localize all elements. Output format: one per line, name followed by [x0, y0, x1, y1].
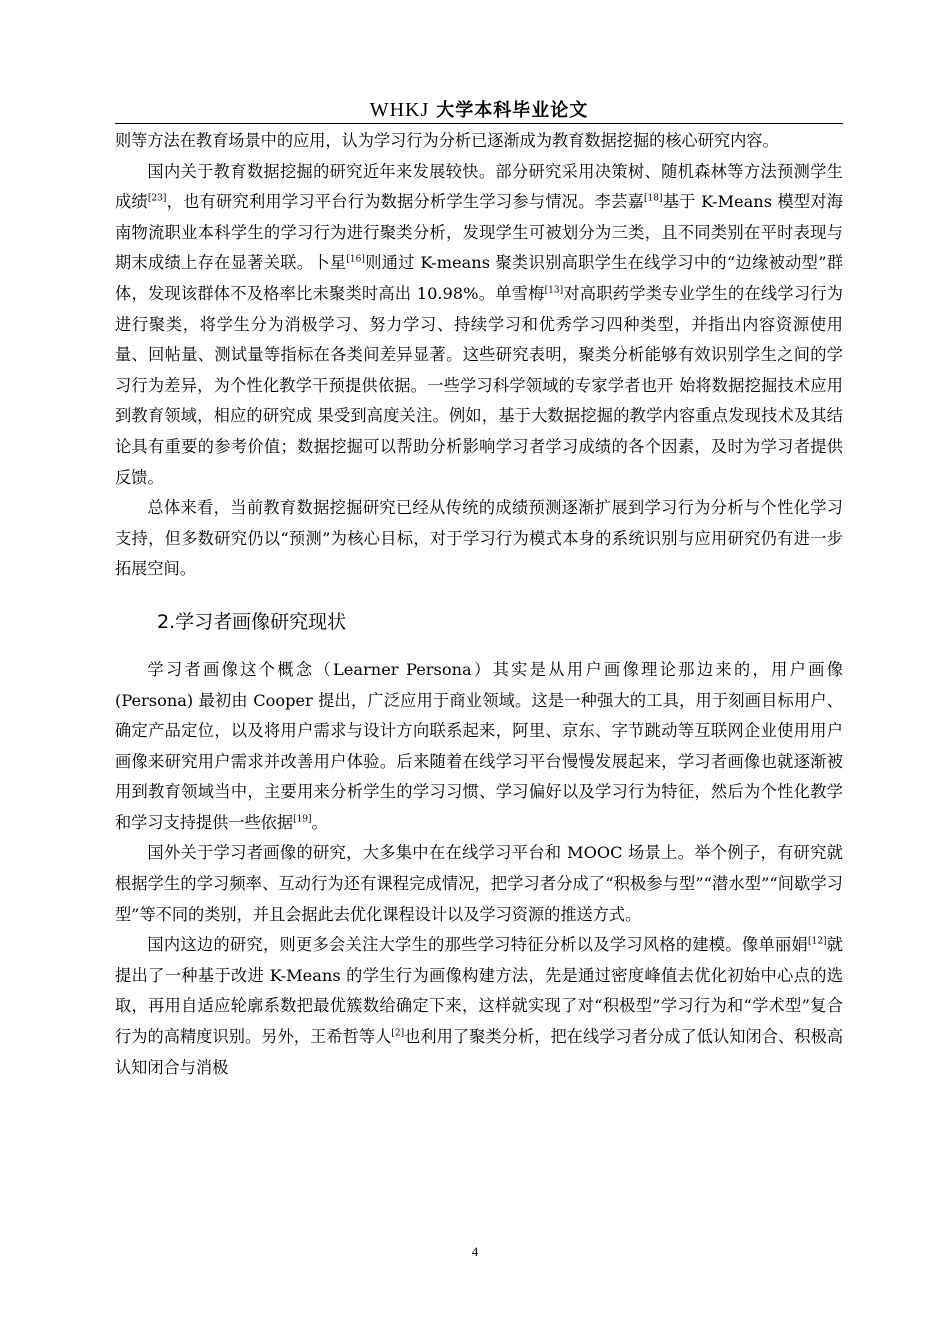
- paragraph-continued: 则等方法在教育场景中的应用，认为学习行为分析已逐渐成为教育数据挖掘的核心研究内容。: [115, 131, 779, 150]
- text-run: 国内关于教育数据挖掘的研究近年来发展较快。部分研究采用决策树、随机森林等方法预测学生成绩: [115, 161, 843, 212]
- header-school-code: WHKJ: [369, 99, 430, 121]
- page-header: [115, 96, 843, 124]
- header-rule: [115, 123, 843, 124]
- text-run: 则通过 K-means 聚类识别高职学生在线学习中的“边缘被动型”群体，发现该群体不及格率比未聚类时高出 10.98%。单雪梅: [115, 253, 843, 303]
- citation-13: [13]: [544, 285, 564, 296]
- citation-16: [16]: [346, 254, 365, 265]
- paragraph-summary: 总体来看，当前教育数据挖掘研究已经从传统的成绩预测逐渐扩展到学习行为分析与个性化学习支持，但多数研究仍以“预测”为核心目标，对于学习行为模式本身的系统识别与应用研究仍有进一步拓展空间。: [115, 498, 843, 579]
- text-run: 基于 K-Means 模型对海南物流职业本科学生的学习行为进行聚类分析，发现学生可被划分为三类，且不同类别在平时表现与期末成绩上存在显著关联。卜星: [115, 192, 843, 273]
- page-number: 4: [471, 1244, 479, 1259]
- citation-12: [12]: [808, 936, 827, 947]
- citation-19: [19]: [293, 814, 312, 825]
- paragraph-foreign-research: 国外关于学习者画像的研究，大多集中在在线学习平台和 MOOC 场景上。举个例子，有研究就根据学生的学习频率、互动行为还有课程完成情况，把学习者分成了“积极参与型”“潜水型”“间歇学习型”等不同的类别，并且会据此去优化课程设计以及学习资源的推送方式。: [115, 843, 843, 924]
- body-text: [115, 126, 843, 1083]
- text-run: 对高职药学类专业学生的在线学习行为进行聚类，将学生分为消极学习、努力学习、持续学习和优秀学习四种类型，并指出内容资源使用量、回帖量、测试量等指标在各类间差异显著。这些研究表明，聚类分析能够有效识别学生之间的学习行为差异，为个性化教学干预提供依据。一些学习科学领域的专家学者也开 始将数据挖掘技术应用到教育领域，相应的研究成 果受到高度关注。例如，基于大数据挖掘的教学内容重点发现技术及其结论具有重要的参考价值；数据挖掘可以帮助分析影响学习者学习成绩的各个因素，及时为学习者提供反馈。: [115, 283, 843, 487]
- paragraph-domestic-edm: [115, 157, 843, 494]
- text-run: 就提出了一种基于改进 K-Means 的学生行为画像构建方法，先是通过密度峰值去优化初始中心点的选取，再用自适应轮廓系数把最优簇数给确定下来，这样就实现了对“积极型”学习行为和“学术型”复合行为的高精度识别。另外，王希哲等人: [115, 935, 843, 1047]
- text-run: 也利用了聚类分析，把在线学习者分成了低认知闭合、积极高认知闭合与消极: [115, 1027, 844, 1077]
- text-run: 。: [311, 812, 328, 832]
- text-run: ，也有研究利用学习平台行为数据分析学生学习参与情况。李芸嘉: [166, 192, 644, 212]
- citation-18: [18]: [644, 193, 663, 204]
- paragraph-persona-concept: [115, 655, 843, 839]
- paragraph-domestic-research: [115, 930, 843, 1083]
- section-heading: 2.学习者画像研究现状: [157, 610, 347, 633]
- citation-2: [2]: [391, 1028, 405, 1039]
- header-thesis-title: 大学本科毕业论文: [436, 100, 589, 121]
- text-run: 国内这边的研究，则更多会关注大学生的那些学习特征分析以及学习风格的建模。像单丽娟: [147, 935, 808, 955]
- citation-23: [23]: [147, 193, 167, 204]
- text-run: 学习者画像这个概念（Learner Persona）其实是从用户画像理论那边来的，用户画像(Persona) 最初由 Cooper 提出，广泛应用于商业领域。这是一种强大的工具，用于刻画目标用户、确定产品定位，以及将用户需求与设计方向联系起来，阿里、京东、字节跳动等互联网企业使用用户画像来研究用户需求并改善用户体验。后来随着在线学习平台慢慢发展起来，学习者画像也就逐渐被用到教育领域当中，主要用来分析学生的学习习惯、学习偏好以及学习行为特征，然后为个性化教学和学习支持提供一些依据: [115, 659, 843, 832]
